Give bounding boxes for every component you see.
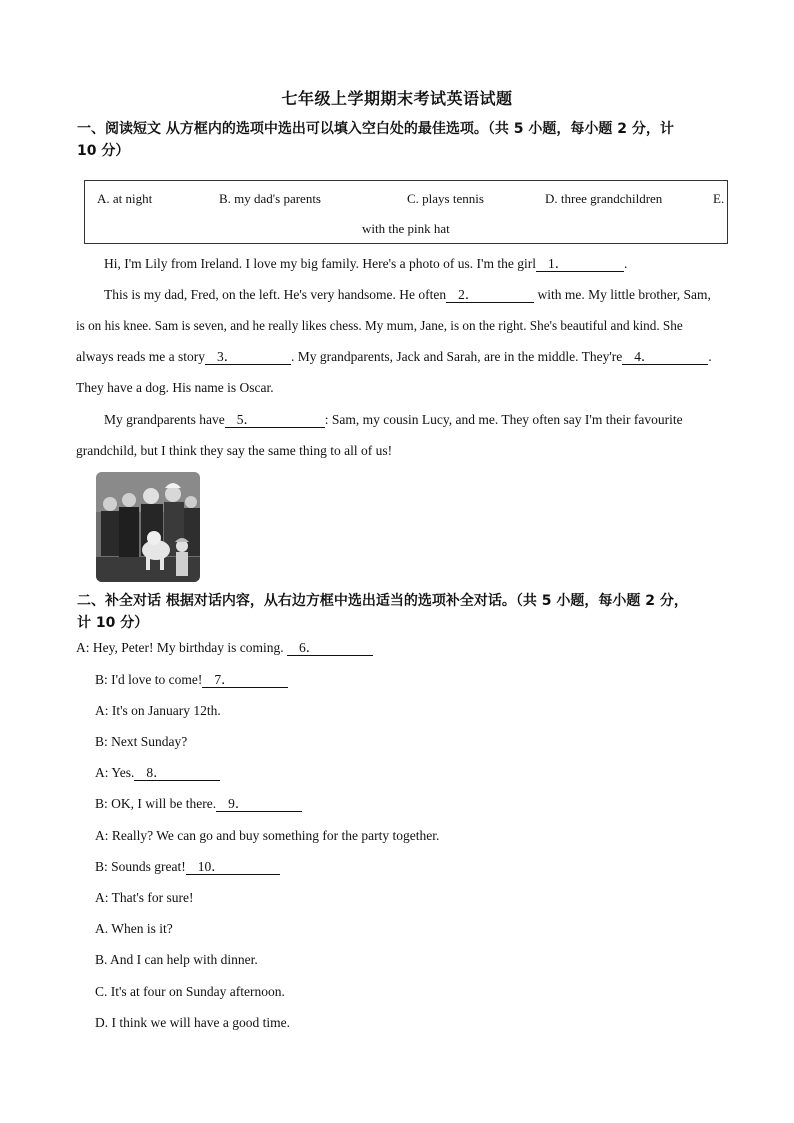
passage-text: This is my dad, Fred, on the left. He's very handsome. He often [104, 287, 447, 302]
dialog-line: A: That's for sure! [95, 890, 194, 905]
blank-9[interactable] [216, 797, 302, 812]
dialog-line [76, 640, 373, 656]
dialog-line [95, 672, 288, 688]
passage-text: . My grandparents, Jack and Sarah, are in the middle. They're [290, 349, 623, 364]
blank-8[interactable] [134, 766, 220, 781]
dialog-line: A: Really? We can go and buy something for the party together. [95, 828, 440, 843]
dialog-text: A: Yes. [95, 765, 135, 780]
family-photo [96, 472, 200, 582]
dialog-option-c: C. It's at four on Sunday afternoon. [95, 984, 285, 999]
blank-number: 7． [214, 672, 235, 687]
passage-line: grandchild, but I think they say the same thing to all of us! [76, 443, 393, 458]
passage-text: My grandparents have [104, 412, 225, 427]
dialog-line: A: It's on January 12th. [95, 703, 221, 718]
dialog-option-b: B. And I can help with dinner. [95, 952, 258, 967]
blank-5[interactable] [225, 413, 325, 428]
blank-number: 4． [634, 349, 655, 364]
section1-heading-line1: 一、阅读短文 从方框内的选项中选出可以填入空白处的最佳选项。（共 5 小题，每小题 2 分，计 [77, 121, 674, 137]
dialog-line [95, 859, 280, 875]
blank-1[interactable] [536, 257, 624, 272]
section1-heading [77, 118, 747, 162]
blank-number: 1． [547, 256, 569, 271]
blank-10[interactable] [186, 860, 280, 875]
passage-text: . [623, 256, 628, 271]
option-e-text: with the pink hat [362, 221, 450, 236]
page-title: 七年级上学期期末考试英语试题 [281, 89, 513, 108]
passage-line [76, 349, 712, 365]
blank-number: 5． [236, 412, 257, 427]
blank-number: 2． [458, 287, 479, 302]
option-b: B. my dad's parents [219, 191, 321, 206]
dialog-text: B: I'd love to come! [95, 672, 203, 687]
dialog-text: B: OK, I will be there. [95, 796, 217, 811]
passage-text: : Sam, my cousin Lucy, and me. They often say I'm their favourite [324, 412, 683, 427]
option-d: D. three grandchildren [545, 191, 663, 206]
passage-text: . [708, 349, 712, 364]
dialog-option-a: A. When is it? [95, 921, 173, 936]
options-box [84, 180, 728, 244]
blank-number: 6． [298, 640, 320, 655]
passage-line: They have a dog. His name is Oscar. [76, 380, 274, 395]
passage-line [104, 287, 711, 303]
dialog-line [95, 796, 302, 812]
dialog-line: B: Next Sunday? [95, 734, 188, 749]
blank-6[interactable] [287, 641, 373, 656]
section1-heading-line2: 10 分） [77, 143, 130, 159]
passage-line: is on his knee. Sam is seven, and he really likes chess. My mum, Jane, is on the right. She's beautiful and kind. She [76, 318, 683, 333]
passage-line [104, 256, 627, 272]
blank-4[interactable] [622, 350, 708, 365]
blank-number: 10． [197, 859, 225, 874]
passage-line [104, 412, 683, 428]
passage-text: with me. My little brother, Sam, [537, 287, 711, 302]
option-c: C. plays tennis [407, 191, 484, 206]
dialog-line [95, 765, 220, 781]
section2-heading-line2: 计 10 分） [77, 615, 149, 631]
passage-text: always reads me a story [76, 349, 205, 364]
dialog-text: B: Sounds great! [95, 859, 186, 874]
blank-number: 9． [228, 796, 249, 811]
blank-7[interactable] [202, 673, 288, 688]
blank-2[interactable] [446, 288, 534, 303]
blank-number: 8． [146, 765, 167, 780]
passage-text: Hi, I'm Lily from Ireland. I love my big family. Here's a photo of us. I'm the girl [104, 256, 536, 271]
blank-number: 3． [216, 349, 238, 364]
section2-heading-line1: 二、补全对话 根据对话内容，从右边方框中选出适当的选项补全对话。（共 5 小题，每小题 2 分， [77, 593, 688, 609]
dialog-text: A: Hey, Peter! My birthday is coming. [76, 640, 284, 655]
section2-heading [77, 590, 747, 634]
blank-3[interactable] [205, 350, 291, 365]
option-e-label: E. [713, 191, 725, 206]
option-a: A. at night [97, 191, 153, 206]
dialog-option-d: D. I think we will have a good time. [95, 1015, 290, 1030]
